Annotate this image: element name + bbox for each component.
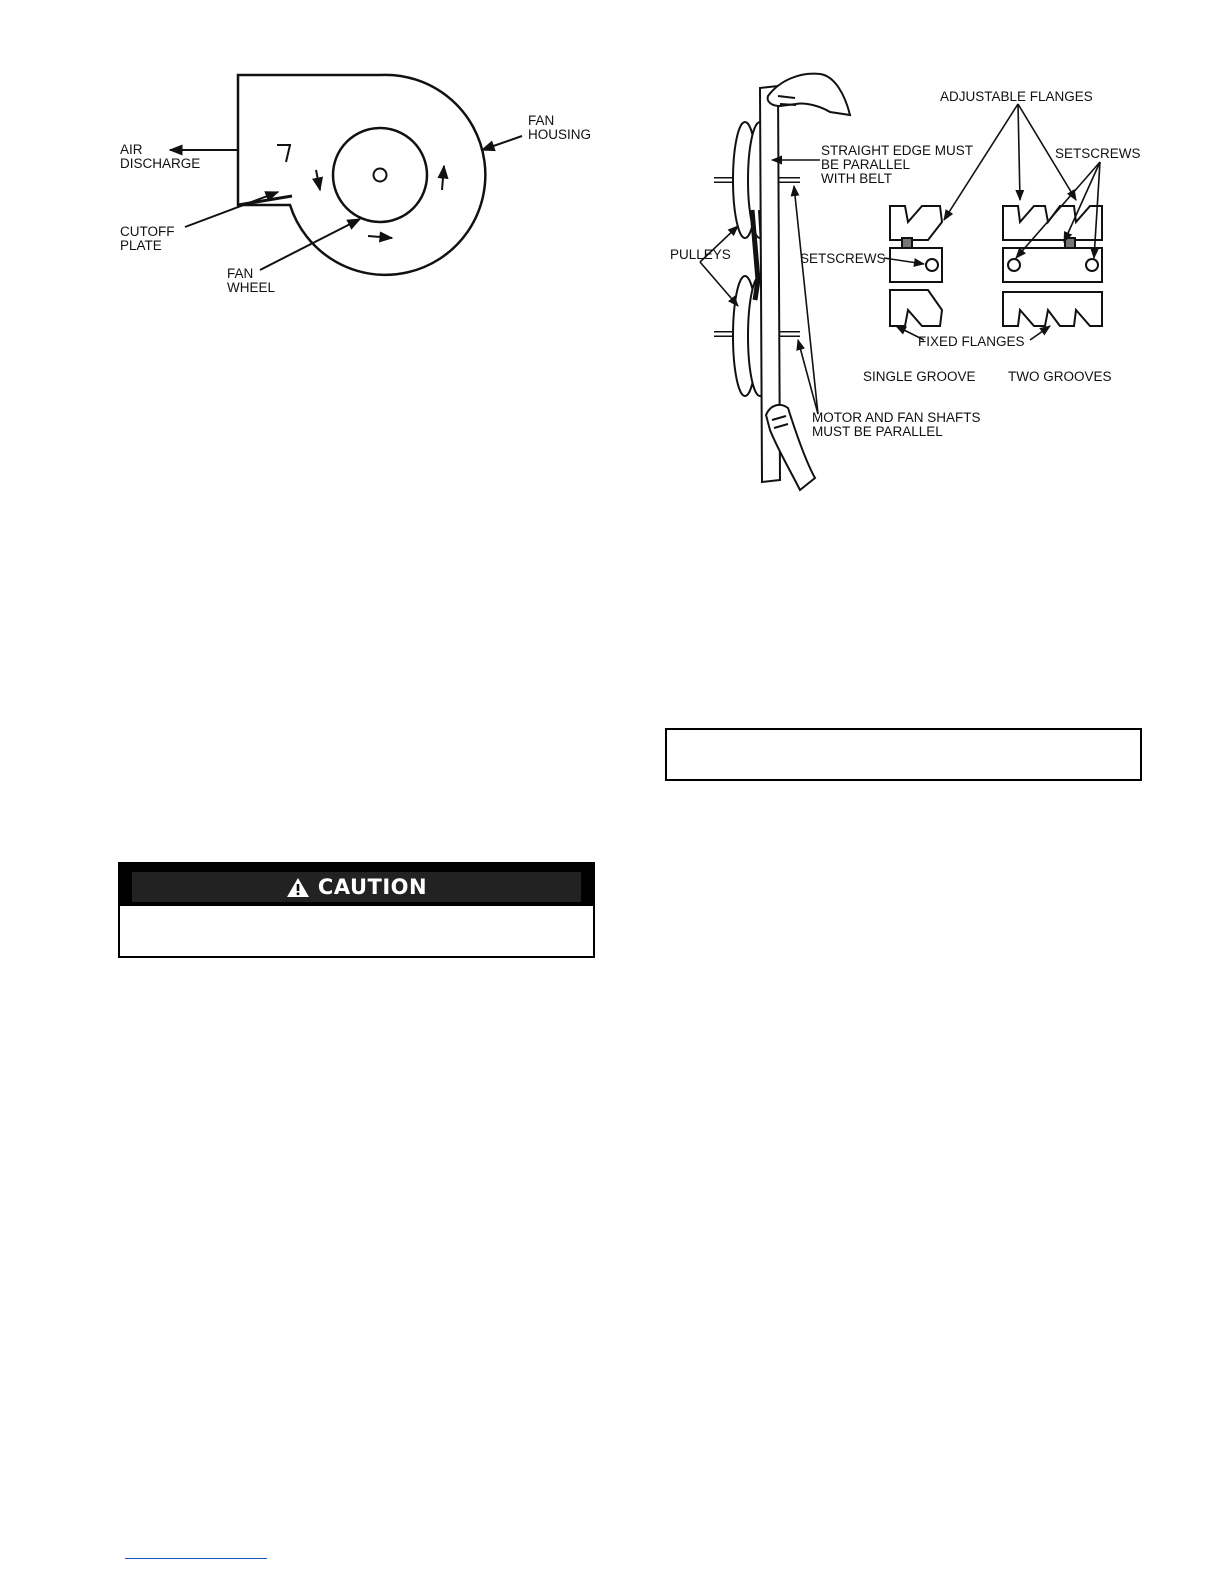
two-grooves-label: TWO GROOVES	[1008, 369, 1112, 384]
fixed-flanges-label: FIXED FLANGES	[918, 334, 1025, 349]
single-groove-pulley	[890, 206, 942, 326]
rotation-arrows	[316, 166, 444, 238]
fan-wheel-label: FAN WHEEL	[227, 266, 276, 295]
leader-lines	[170, 136, 522, 270]
setscrews-right-label: SETSCREWS	[1055, 146, 1141, 161]
fan-housing-drawing	[238, 75, 485, 275]
fan-housing-figure	[100, 60, 620, 320]
footer-rule	[125, 1558, 267, 1559]
fan-housing-label: FAN HOUSING	[528, 113, 592, 142]
caution-header	[120, 864, 593, 906]
pulleys-label: PULLEYS	[670, 247, 731, 262]
single-groove-label: SINGLE GROOVE	[863, 369, 976, 384]
setscrews-left-label: SETSCREWS	[800, 251, 886, 266]
straight-edge-label: STRAIGHT EDGE MUST BE PARALLEL WITH BELT	[821, 143, 973, 186]
caution-box	[118, 862, 595, 958]
caution-title: CAUTION	[317, 875, 428, 899]
note-box	[665, 728, 1142, 781]
warning-triangle-icon	[286, 877, 310, 898]
air-discharge-label: AIR DISCHARGE	[120, 142, 201, 171]
adjustable-flanges-label: ADJUSTABLE FLANGES	[940, 89, 1093, 104]
caution-header-inner	[132, 872, 581, 902]
pulley-alignment-figure	[660, 60, 1150, 500]
shafts-label: MOTOR AND FAN SHAFTS MUST BE PARALLEL	[812, 410, 981, 439]
cutoff-plate-label: CUTOFF PLATE	[120, 224, 175, 253]
two-groove-pulley	[1003, 206, 1102, 326]
